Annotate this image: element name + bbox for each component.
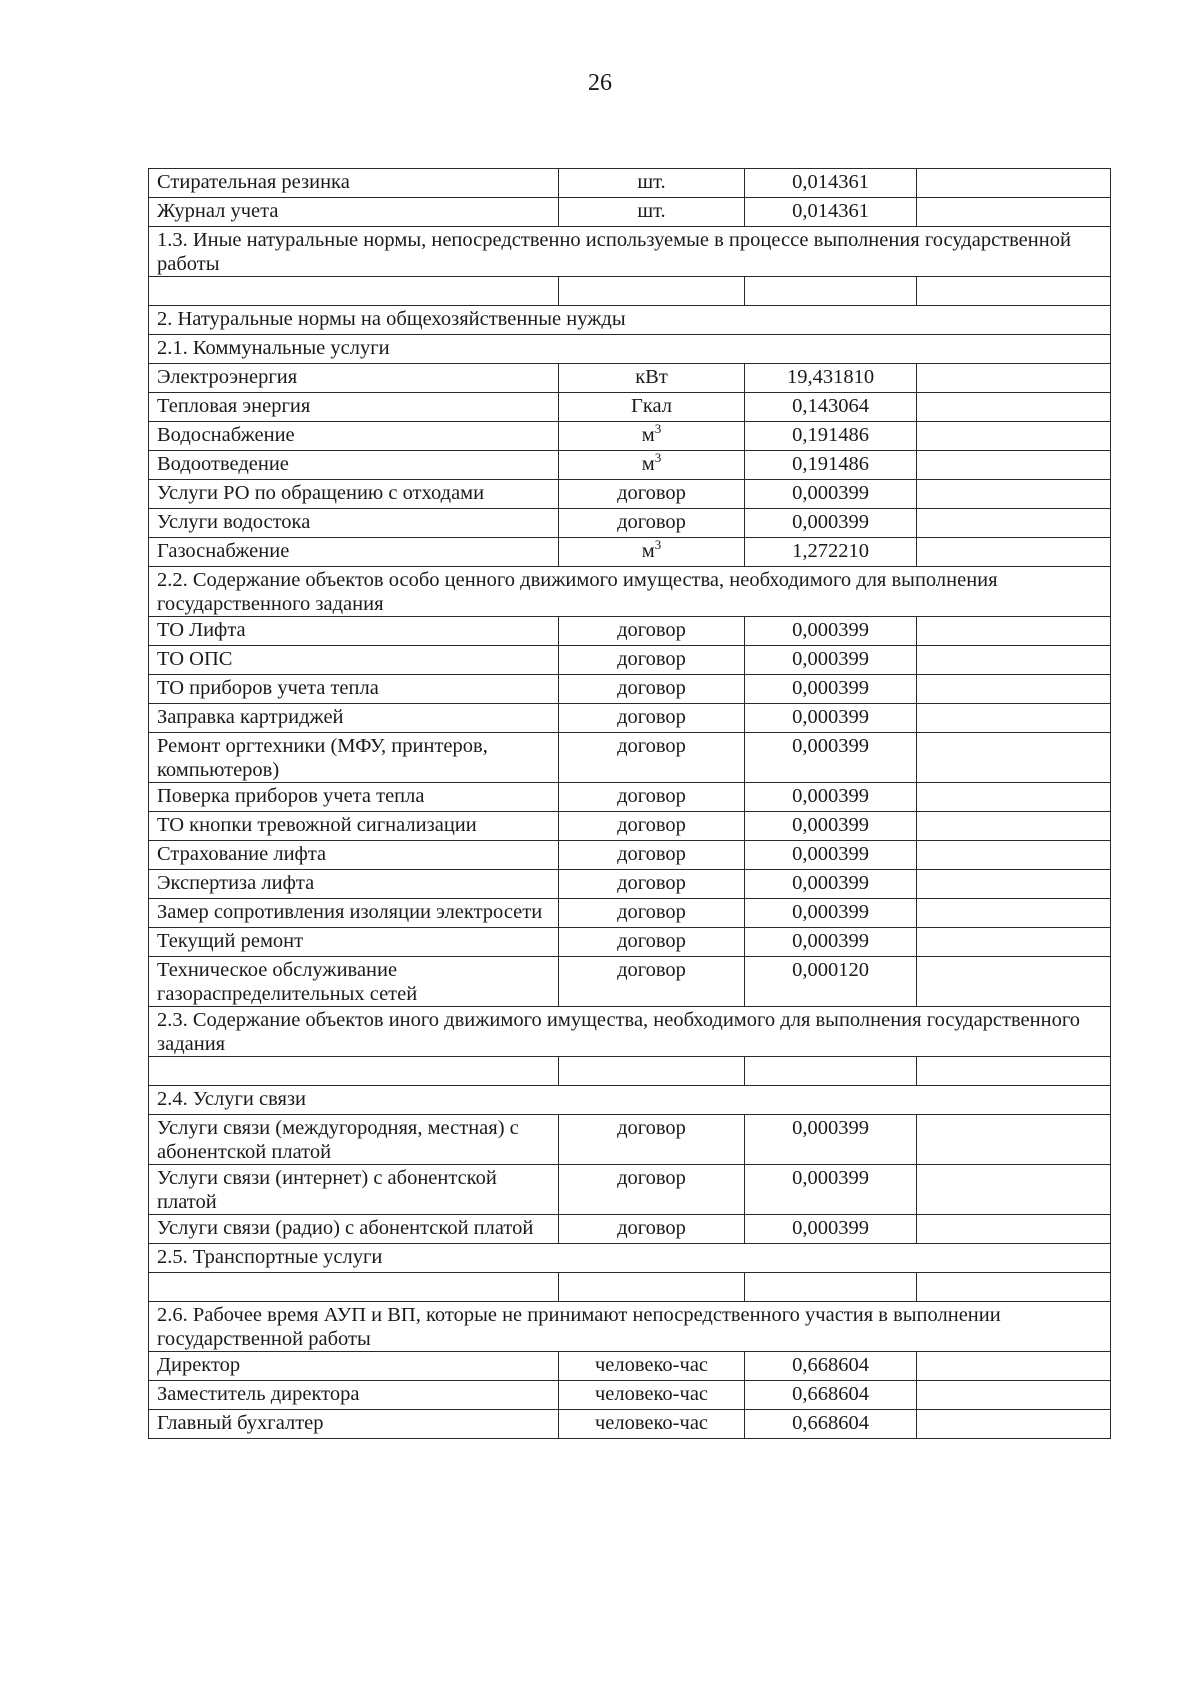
- empty-cell: [917, 1115, 1111, 1165]
- unit-text: м: [641, 424, 655, 446]
- table-row: [149, 1115, 1111, 1165]
- item-name: Замер сопротивления изоляции электросети: [149, 899, 559, 928]
- item-unit: [559, 675, 745, 704]
- item-value: 1,272210: [745, 538, 917, 567]
- unit-text: м: [641, 540, 655, 562]
- empty-cell: [745, 277, 917, 306]
- empty-cell: [917, 1057, 1111, 1086]
- empty-cell: [917, 646, 1111, 675]
- item-value: 0,668604: [745, 1352, 917, 1381]
- unit-text: договор: [617, 872, 686, 894]
- item-value: 0,000399: [745, 928, 917, 957]
- empty-cell: [917, 1352, 1111, 1381]
- item-name: Водоотведение: [149, 451, 559, 480]
- empty-cell: [917, 1410, 1111, 1439]
- table-row: [149, 1410, 1111, 1439]
- item-value: 0,000399: [745, 870, 917, 899]
- item-unit: [559, 899, 745, 928]
- unit-text: кВт: [635, 366, 668, 388]
- section-heading: 2. Натуральные нормы на общехозяйственные нужды: [149, 306, 1111, 335]
- item-name: ТО ОПС: [149, 646, 559, 675]
- unit-text: человеко-час: [594, 1354, 709, 1376]
- section-row: [149, 306, 1111, 335]
- empty-cell: [917, 841, 1111, 870]
- empty-cell: [917, 422, 1111, 451]
- item-name: Услуги водостока: [149, 509, 559, 538]
- section-heading: 2.2. Содержание объектов особо ценного движимого имущества, необходимого для выполнения государственного задания: [149, 567, 1111, 617]
- section-heading: 2.1. Коммунальные услуги: [149, 335, 1111, 364]
- empty-cell: [917, 1273, 1111, 1302]
- empty-cell: [917, 704, 1111, 733]
- section-row: [149, 1244, 1111, 1273]
- table-row: [149, 704, 1111, 733]
- empty-cell: [917, 509, 1111, 538]
- section-row: [149, 1086, 1111, 1115]
- section-row: [149, 1007, 1111, 1057]
- empty-cell: [917, 451, 1111, 480]
- empty-cell: [917, 783, 1111, 812]
- table-row: [149, 393, 1111, 422]
- table-row: [149, 870, 1111, 899]
- unit-text: договор: [617, 959, 686, 981]
- empty-cell: [917, 675, 1111, 704]
- table-row: [149, 451, 1111, 480]
- item-value: 0,668604: [745, 1381, 917, 1410]
- item-value: 0,000399: [745, 812, 917, 841]
- item-unit: [559, 617, 745, 646]
- item-unit: [559, 870, 745, 899]
- item-value: 0,000399: [745, 841, 917, 870]
- norms-table: [148, 168, 1111, 1439]
- section-row: [149, 227, 1111, 277]
- item-unit: [559, 733, 745, 783]
- item-unit: [559, 957, 745, 1007]
- item-value: 0,000399: [745, 733, 917, 783]
- item-name: Услуги связи (интернет) с абонентской платой: [149, 1165, 559, 1215]
- empty-cell: [917, 1165, 1111, 1215]
- item-name: Заместитель директора: [149, 1381, 559, 1410]
- empty-cell: [149, 1057, 559, 1086]
- section-row: [149, 335, 1111, 364]
- empty-cell: [917, 928, 1111, 957]
- item-unit: [559, 1165, 745, 1215]
- table-row: [149, 1381, 1111, 1410]
- item-unit: [559, 451, 745, 480]
- empty-row: [149, 1273, 1111, 1302]
- item-value: 0,000399: [745, 509, 917, 538]
- item-name: Газоснабжение: [149, 538, 559, 567]
- item-name: Страхование лифта: [149, 841, 559, 870]
- empty-cell: [917, 364, 1111, 393]
- table-row: [149, 675, 1111, 704]
- unit-text: договор: [617, 814, 686, 836]
- item-unit: [559, 509, 745, 538]
- unit-text: договор: [617, 511, 686, 533]
- unit-exponent: 3: [654, 537, 662, 553]
- empty-cell: [559, 1273, 745, 1302]
- empty-cell: [917, 617, 1111, 646]
- unit-text: шт.: [637, 200, 666, 222]
- table-row: [149, 364, 1111, 393]
- item-name: Техническое обслуживание газораспределительных сетей: [149, 957, 559, 1007]
- item-name: Ремонт оргтехники (МФУ, принтеров, компьютеров): [149, 733, 559, 783]
- norms-table-body: [149, 169, 1111, 1439]
- table-row: [149, 509, 1111, 538]
- unit-text: договор: [617, 735, 686, 757]
- unit-text: м: [641, 453, 655, 475]
- unit-text: договор: [617, 619, 686, 641]
- empty-cell: [559, 277, 745, 306]
- unit-text: договор: [617, 843, 686, 865]
- item-value: 0,191486: [745, 451, 917, 480]
- empty-cell: [917, 812, 1111, 841]
- empty-cell: [917, 538, 1111, 567]
- table-row: [149, 617, 1111, 646]
- item-name: Услуги связи (междугородняя, местная) с абонентской платой: [149, 1115, 559, 1165]
- item-value: 0,000399: [745, 899, 917, 928]
- unit-text: договор: [617, 930, 686, 952]
- unit-text: договор: [617, 901, 686, 923]
- unit-text: договор: [617, 648, 686, 670]
- item-unit: [559, 422, 745, 451]
- empty-cell: [745, 1057, 917, 1086]
- item-name: Водоснабжение: [149, 422, 559, 451]
- empty-cell: [917, 198, 1111, 227]
- item-value: 0,000399: [745, 704, 917, 733]
- section-row: [149, 567, 1111, 617]
- section-row: [149, 1302, 1111, 1352]
- item-value: 0,000399: [745, 646, 917, 675]
- item-name: Экспертиза лифта: [149, 870, 559, 899]
- unit-text: договор: [617, 482, 686, 504]
- unit-text: договор: [617, 1117, 686, 1139]
- table-row: [149, 899, 1111, 928]
- empty-row: [149, 277, 1111, 306]
- item-name: Электроэнергия: [149, 364, 559, 393]
- empty-cell: [149, 1273, 559, 1302]
- item-name: ТО приборов учета тепла: [149, 675, 559, 704]
- item-unit: [559, 646, 745, 675]
- item-value: 0,000399: [745, 675, 917, 704]
- item-unit: [559, 1352, 745, 1381]
- item-value: 0,000399: [745, 1215, 917, 1244]
- item-value: 0,143064: [745, 393, 917, 422]
- item-name: ТО кнопки тревожной сигнализации: [149, 812, 559, 841]
- item-name: ТО Лифта: [149, 617, 559, 646]
- item-unit: [559, 1410, 745, 1439]
- empty-cell: [149, 277, 559, 306]
- item-value: 0,000399: [745, 783, 917, 812]
- item-value: 0,000399: [745, 480, 917, 509]
- empty-cell: [559, 1057, 745, 1086]
- item-value: 19,431810: [745, 364, 917, 393]
- item-name: Журнал учета: [149, 198, 559, 227]
- page-number: 26: [588, 70, 612, 96]
- item-unit: [559, 841, 745, 870]
- item-name: Поверка приборов учета тепла: [149, 783, 559, 812]
- unit-text: договор: [617, 1217, 686, 1239]
- table-row: [149, 480, 1111, 509]
- section-heading: 1.3. Иные натуральные нормы, непосредственно используемые в процессе выполнения государственной работы: [149, 227, 1111, 277]
- unit-text: договор: [617, 677, 686, 699]
- item-unit: [559, 393, 745, 422]
- empty-cell: [745, 1273, 917, 1302]
- item-value: 0,014361: [745, 198, 917, 227]
- empty-cell: [917, 1381, 1111, 1410]
- item-name: Тепловая энергия: [149, 393, 559, 422]
- item-unit: [559, 1381, 745, 1410]
- empty-cell: [917, 733, 1111, 783]
- unit-exponent: 3: [654, 421, 662, 437]
- empty-cell: [917, 957, 1111, 1007]
- unit-text: человеко-час: [594, 1383, 709, 1405]
- item-name: Главный бухгалтер: [149, 1410, 559, 1439]
- table-row: [149, 169, 1111, 198]
- item-unit: [559, 783, 745, 812]
- item-value: 0,000399: [745, 1115, 917, 1165]
- item-value: 0,191486: [745, 422, 917, 451]
- table-row: [149, 1352, 1111, 1381]
- unit-text: договор: [617, 1167, 686, 1189]
- unit-text: шт.: [637, 171, 666, 193]
- item-unit: [559, 1115, 745, 1165]
- item-unit: [559, 538, 745, 567]
- table-row: [149, 928, 1111, 957]
- unit-exponent: 3: [654, 450, 662, 466]
- item-value: 0,668604: [745, 1410, 917, 1439]
- item-name: Стирательная резинка: [149, 169, 559, 198]
- table-row: [149, 198, 1111, 227]
- empty-cell: [917, 277, 1111, 306]
- empty-row: [149, 1057, 1111, 1086]
- empty-cell: [917, 480, 1111, 509]
- item-name: Заправка картриджей: [149, 704, 559, 733]
- item-name: Услуги связи (радио) с абонентской платой: [149, 1215, 559, 1244]
- section-heading: 2.3. Содержание объектов иного движимого имущества, необходимого для выполнения государственного задания: [149, 1007, 1111, 1057]
- item-unit: [559, 480, 745, 509]
- item-value: 0,000399: [745, 617, 917, 646]
- table-row: [149, 783, 1111, 812]
- table-row: [149, 1165, 1111, 1215]
- table-row: [149, 1215, 1111, 1244]
- table-row: [149, 841, 1111, 870]
- empty-cell: [917, 899, 1111, 928]
- unit-text: человеко-час: [594, 1412, 709, 1434]
- item-unit: [559, 928, 745, 957]
- item-unit: [559, 704, 745, 733]
- table-row: [149, 422, 1111, 451]
- table-row: [149, 538, 1111, 567]
- item-unit: [559, 169, 745, 198]
- table-row: [149, 957, 1111, 1007]
- section-heading: 2.6. Рабочее время АУП и ВП, которые не принимают непосредственного участия в выполнении государственной работы: [149, 1302, 1111, 1352]
- item-unit: [559, 812, 745, 841]
- empty-cell: [917, 870, 1111, 899]
- item-value: 0,000120: [745, 957, 917, 1007]
- item-name: Услуги РО по обращению с отходами: [149, 480, 559, 509]
- item-unit: [559, 1215, 745, 1244]
- table-row: [149, 646, 1111, 675]
- item-name: Директор: [149, 1352, 559, 1381]
- table-row: [149, 733, 1111, 783]
- empty-cell: [917, 393, 1111, 422]
- item-unit: [559, 364, 745, 393]
- section-heading: 2.4. Услуги связи: [149, 1086, 1111, 1115]
- unit-text: договор: [617, 706, 686, 728]
- item-value: 0,014361: [745, 169, 917, 198]
- item-name: Текущий ремонт: [149, 928, 559, 957]
- empty-cell: [917, 169, 1111, 198]
- unit-text: Гкал: [630, 395, 672, 417]
- item-unit: [559, 198, 745, 227]
- section-heading: 2.5. Транспортные услуги: [149, 1244, 1111, 1273]
- empty-cell: [917, 1215, 1111, 1244]
- unit-text: договор: [617, 785, 686, 807]
- item-value: 0,000399: [745, 1165, 917, 1215]
- table-row: [149, 812, 1111, 841]
